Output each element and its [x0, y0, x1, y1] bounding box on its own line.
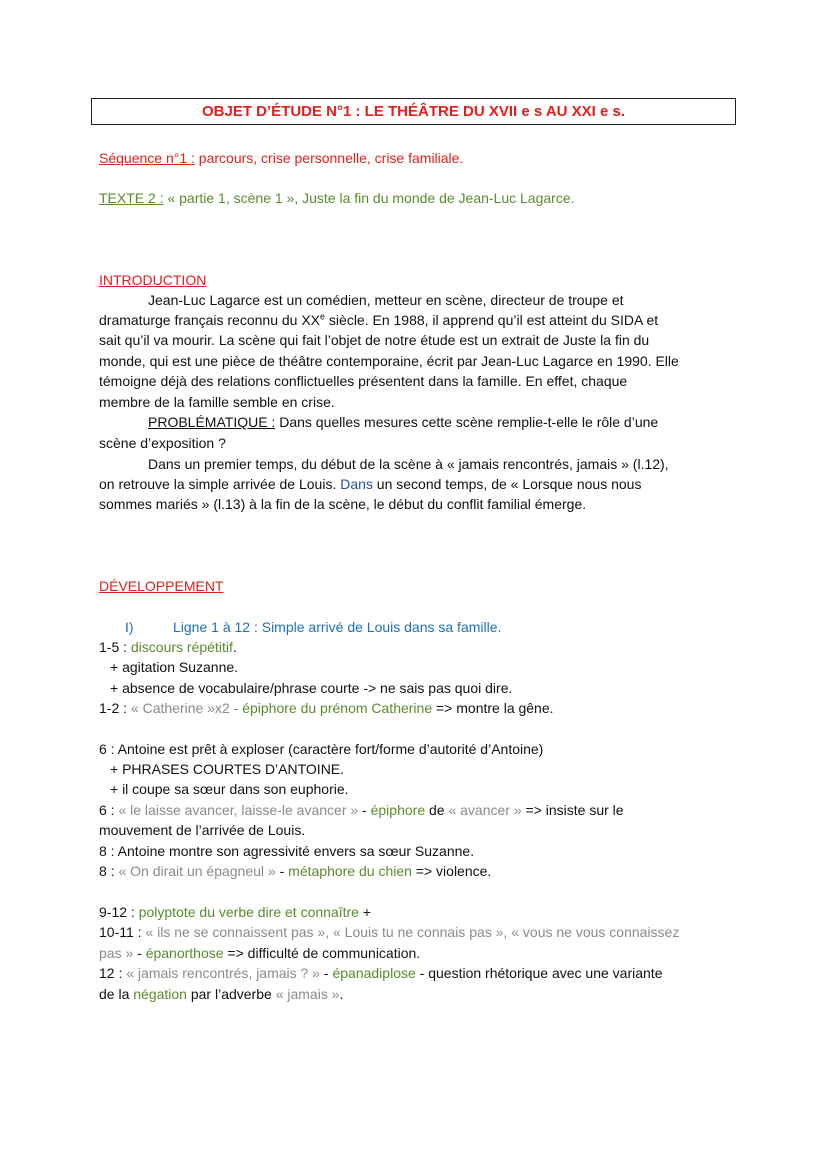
analysis-fragment: de: [425, 802, 449, 818]
analysis-line: + PHRASES COURTES D’ANTOINE.: [110, 761, 345, 777]
intro-text-line: monde, qui est une pièce de théâtre contemporaine, écrit par Jean-Luc Lagarce en 1990. Elle: [99, 353, 679, 369]
analysis-line: [99, 984, 343, 1004]
line-ref: 12 :: [99, 965, 127, 981]
line-ref: 1-2 :: [99, 700, 131, 716]
analysis-line: [99, 963, 662, 983]
analysis-line: [99, 922, 679, 942]
quote: « jamais »: [275, 986, 340, 1002]
plan-line: Dans un premier temps, du début de la scène à « jamais rencontrés, jamais » (l.12),: [148, 456, 669, 472]
intro-fragment: siècle. En 1988, il apprend qu’il est atteint du SIDA et: [325, 312, 659, 328]
analysis-fragment: par l’adverbe: [186, 986, 276, 1002]
figure-of-speech: négation: [133, 986, 187, 1002]
introduction-heading: INTRODUCTION: [99, 272, 207, 288]
quote: « Catherine »x2: [130, 700, 230, 716]
sequence-label: Séquence n°1 :: [99, 150, 195, 166]
line-ref: 9-12 :: [99, 904, 139, 920]
analysis-line: [99, 861, 491, 881]
intro-text-line: témoigne déjà des relations conflictuelles présentent dans la famille. En effet, chaque: [99, 373, 628, 389]
quote: « jamais rencontrés, jamais ? »: [126, 965, 321, 981]
analysis-line: mouvement de l’arrivée de Louis.: [99, 822, 306, 838]
analysis-fragment: -: [358, 802, 371, 818]
intro-text-line: sait qu’il va mourir. La scène qui fait l’objet de notre étude est un extrait de Juste la fin du: [99, 332, 650, 348]
texte-line: [99, 188, 575, 208]
sequence-text: parcours, crise personnelle, crise familiale.: [194, 150, 464, 166]
figure-of-speech: épanadiplose: [332, 965, 416, 981]
figure-of-speech: épiphore: [370, 802, 426, 818]
analysis-line: [99, 698, 554, 718]
analysis-line: 8 : Antoine montre son agressivité envers sa sœur Suzanne.: [99, 843, 475, 859]
analysis-fragment: => difficulté de communication.: [223, 945, 421, 961]
part-number: I): [125, 619, 134, 635]
developpement-heading: DÉVELOPPEMENT: [99, 578, 224, 594]
quote: pas »: [99, 945, 134, 961]
figure-of-speech: épiphore du prénom Catherine: [242, 700, 433, 716]
intro-text-line: [99, 310, 658, 330]
analysis-fragment: -: [133, 945, 146, 961]
texte-text: « partie 1, scène 1 », Juste la fin du monde de Jean-Luc Lagarce.: [163, 190, 575, 206]
analysis-line: + absence de vocabulaire/phrase courte -> ne sais pas quoi dire.: [110, 680, 513, 696]
quote: « On dirait un épagneul »: [118, 863, 276, 879]
quote: « avancer »: [448, 802, 522, 818]
analysis-fragment: .: [232, 639, 237, 655]
problematique-line: [99, 412, 658, 432]
line-ref: 10-11 :: [99, 924, 146, 940]
analysis-fragment: -: [229, 700, 243, 716]
plan-fragment: Dans: [340, 476, 373, 492]
analysis-line: 6 : Antoine est prêt à exploser (caractère fort/forme d’autorité d’Antoine): [99, 741, 544, 757]
texte-label: TEXTE 2 :: [99, 190, 164, 206]
quote: « le laisse avancer, laisse-le avancer »: [118, 802, 359, 818]
intro-text-line: Jean-Luc Lagarce est un comédien, metteur en scène, directeur de troupe et: [148, 292, 624, 308]
analysis-line: [99, 902, 371, 922]
quote: « ils ne se connaissent pas », « Louis tu ne connais pas », « vous ne vous connaissez: [145, 924, 680, 940]
analysis-fragment: - question rhétorique avec une variante: [415, 965, 663, 981]
line-ref: 6 :: [99, 802, 119, 818]
analysis-fragment: => insiste sur le: [521, 802, 624, 818]
intro-superscript: e: [320, 311, 326, 322]
analysis-line: + agitation Suzanne.: [110, 659, 239, 675]
plan-fragment: on retrouve la simple arrivée de Louis.: [99, 476, 341, 492]
analysis-fragment: de la: [99, 986, 134, 1002]
intro-text-line: membre de la famille semble en crise.: [99, 394, 335, 410]
plan-fragment: un second temps, de « Lorsque nous nous: [372, 476, 642, 492]
sequence-line: [99, 148, 463, 168]
figure-of-speech: épanorthose: [145, 945, 224, 961]
line-ref: 8 :: [99, 863, 119, 879]
analysis-fragment: +: [358, 904, 372, 920]
figure-of-speech: polyptote du verbe dire et connaître: [138, 904, 359, 920]
analysis-line: [99, 637, 237, 657]
part-title: Ligne 1 à 12 : Simple arrivé de Louis dans sa famille.: [173, 619, 502, 635]
intro-fragment: dramaturge français reconnu du XX: [99, 312, 321, 328]
figure-of-speech: métaphore du chien: [288, 863, 412, 879]
line-ref: 1-5 :: [99, 639, 131, 655]
problematique-text: Dans quelles mesures cette scène remplie-t-elle le rôle d’une: [275, 414, 659, 430]
analysis-fragment: -: [320, 965, 333, 981]
analysis-fragment: -: [275, 863, 289, 879]
plan-line: [99, 474, 641, 494]
figure-of-speech: discours répétitif: [130, 639, 233, 655]
analysis-fragment: => montre la gêne.: [432, 700, 554, 716]
analysis-line: + il coupe sa sœur dans son euphorie.: [110, 781, 349, 797]
problematique-line: scène d’exposition ?: [99, 435, 226, 451]
analysis-fragment: .: [339, 986, 344, 1002]
page-title: OBJET D’ÉTUDE N°1 : LE THÉÂTRE DU XVII e s AU XXI e s.: [91, 98, 736, 125]
analysis-fragment: => violence.: [411, 863, 492, 879]
plan-line: sommes mariés » (l.13) à la fin de la scène, le début du conflit familial émerge.: [99, 496, 587, 512]
problematique-label: PROBLÉMATIQUE :: [148, 414, 276, 430]
analysis-line: [99, 800, 624, 820]
analysis-line: [99, 943, 420, 963]
